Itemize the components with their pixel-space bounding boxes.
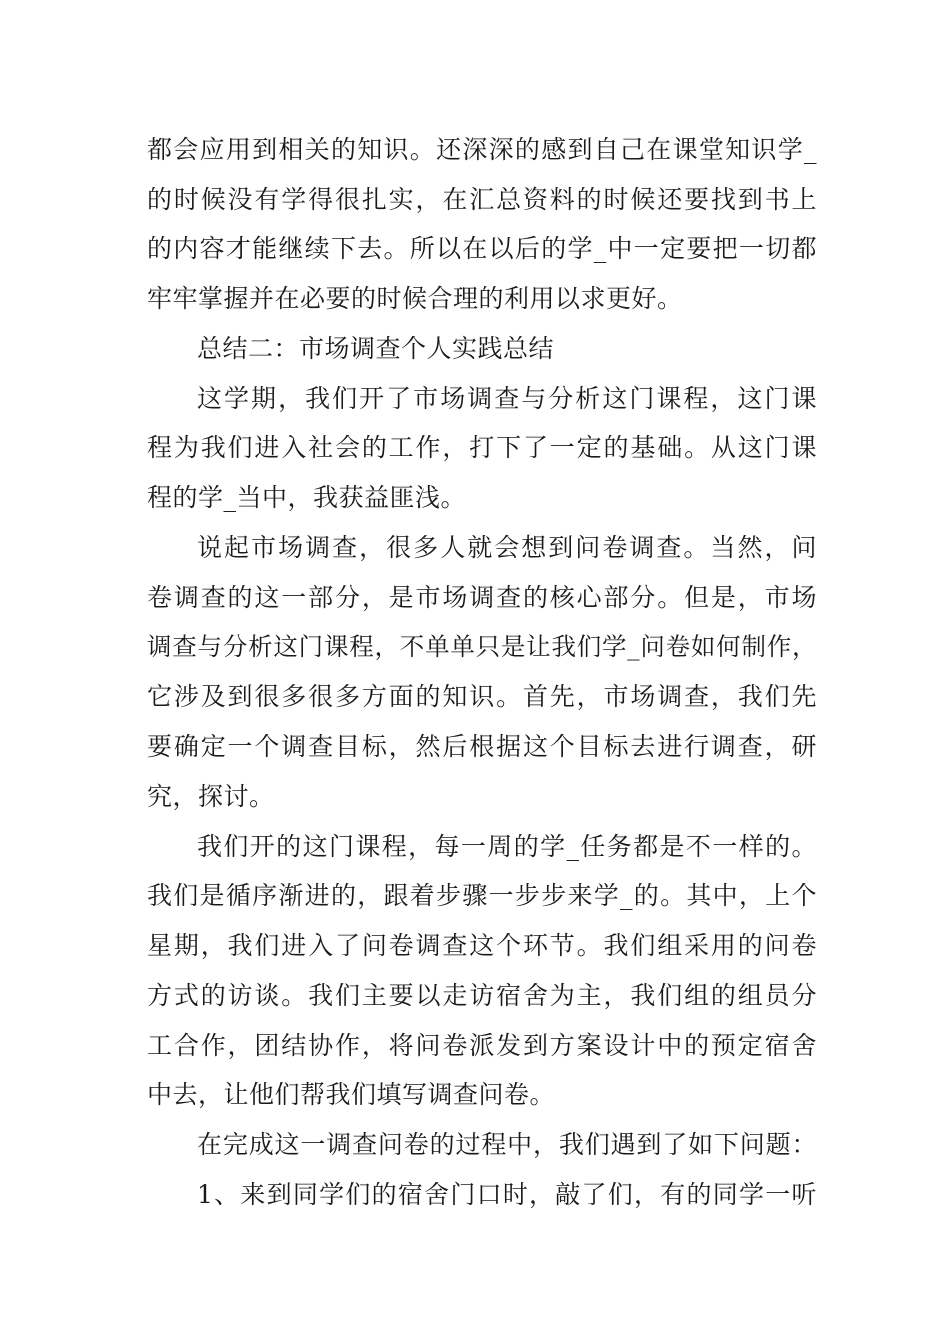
text-line: 的时候没有学得很扎实，在汇总资料的时候还要找到书上: [147, 185, 817, 214]
text-line: 牢牢掌握并在必要的时候合理的利用以求更好。: [147, 284, 683, 313]
text-line: 的内容才能继续下去。所以在以后的学_中一定要把一切都: [147, 234, 817, 263]
text-line: 中去，让他们帮我们填写调查问卷。: [147, 1080, 556, 1109]
text-line: 这学期，我们开了市场调查与分析这门课程，这门课: [197, 384, 817, 413]
text-line: 要确定一个调查目标，然后根据这个目标去进行调查，研: [147, 732, 817, 761]
text-line: 星期，我们进入了问卷调查这个环节。我们组采用的问卷: [147, 931, 817, 960]
text-line: 工合作，团结协作，将问卷派发到方案设计中的预定宿舍: [147, 1031, 817, 1060]
text-line: 究，探讨。: [147, 782, 275, 811]
text-line: 1、来到同学们的宿舍门口时，敲了们，有的同学一听: [197, 1180, 817, 1209]
text-line: 调查与分析这门课程，不单单只是让我们学_问卷如何制作，: [147, 632, 817, 661]
text-line: 在完成这一调查问卷的过程中，我们遇到了如下问题：: [197, 1130, 817, 1159]
text-line: 方式的访谈。我们主要以走访宿舍为主，我们组的组员分: [147, 981, 817, 1010]
text-line: 都会应用到相关的知识。还深深的感到自己在课堂知识学_: [147, 135, 817, 164]
text-line: 我们开的这门课程，每一周的学_任务都是不一样的。: [197, 832, 817, 861]
text-line: 它涉及到很多很多方面的知识。首先，市场调查，我们先: [147, 682, 817, 711]
section-heading: 总结二：市场调查个人实践总结: [197, 334, 555, 363]
text-line: 程为我们进入社会的工作，打下了一定的基础。从这门课: [147, 433, 817, 462]
text-line: 说起市场调查，很多人就会想到问卷调查。当然，问: [197, 533, 817, 562]
text-line: 程的学_当中，我获益匪浅。: [147, 483, 467, 512]
text-line: 卷调查的这一部分，是市场调查的核心部分。但是，市场: [147, 583, 817, 612]
text-line: 我们是循序渐进的，跟着步骤一步步来学_的。其中，上个: [147, 881, 817, 910]
